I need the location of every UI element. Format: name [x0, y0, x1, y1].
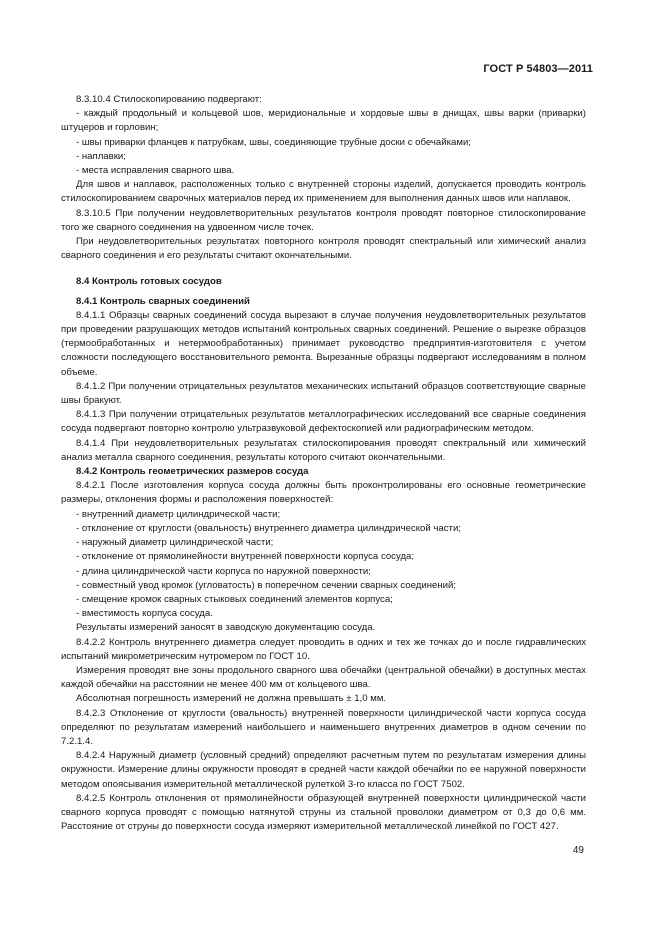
list-item: - наплавки;	[76, 150, 126, 162]
paragraph: 8.4.1.4 При неудовлетворительных результатах стилоскопирования проводят спектральный или химический анализ металла сварного соединения, результаты которого считают окончательными.	[61, 437, 586, 463]
list-item: - швы приварки фланцев к патрубкам, швы, соединяющие трубные доски с обечайками;	[76, 136, 471, 148]
list-item: - каждый продольный и кольцевой шов, меридиональные и хордовые швы в днищах, швы варки (приварки) штуцеров и горловин;	[61, 108, 586, 134]
list-item: - отклонение от круглости (овальность) внутреннего диаметра цилиндрической части;	[76, 522, 461, 534]
list-item: - наружный диаметр цилиндрической части;	[76, 537, 274, 549]
list-item: - отклонение от прямолинейности внутренней поверхности корпуса сосуда;	[76, 551, 415, 563]
paragraph: Результаты измерений заносят в заводскую документацию сосуда.	[76, 622, 376, 634]
paragraph: 8.4.2.3 Отклонение от круглости (овальность) внутренней поверхности цилиндрической части корпуса сосуда определяют по результатам измерений наибольшего и наименьшего внутренних диаметров в одном сечении по 7.2.1.4.	[61, 707, 586, 747]
paragraph: При неудовлетворительных результатах повторного контроля проводят спектральный или химический анализ сварного соединения и его результаты считают окончательными.	[61, 236, 586, 262]
paragraph: 8.4.2.2 Контроль внутреннего диаметра следует проводить в одних и тех же точках до и после гидравлических испытаний микрометрическим нутромером по ГОСТ 10.	[61, 636, 586, 662]
paragraph: 8.3.10.5 При получении неудовлетворительных результатов контроля проводят повторное стилоскопирование того же сварного соединения на удвоенном числе точек.	[61, 207, 586, 233]
list-item: - длина цилиндрической части корпуса по наружной поверхности;	[76, 565, 371, 577]
list-item: - совместный увод кромок (угловатость) в поперечном сечении сварных соединений;	[76, 579, 457, 591]
paragraph: 8.4.1.1 Образцы сварных соединений сосуда вырезают в случае получения неудовлетворительных результатов при проведении разрушающих методов испытаний контрольных сварных соединений. Решение о вырезке образцов (термообработанных и нетермообработанных) принимает руководство предприятия-изготовителя с учетом сложности последующего восстановительного ремонта. Вырезанные образцы подвергают исследованиям в полном объеме.	[61, 309, 586, 378]
list-item: - смещение кромок сварных стыковых соединений элементов корпуса;	[76, 593, 393, 605]
document-code: ГОСТ Р 54803—2011	[483, 63, 593, 75]
paragraph: 8.3.10.4 Стилоскопированию подвергают:	[76, 94, 262, 105]
paragraph: Измерения проводят вне зоны продольного сварного шва обечайки (центральной обечайки) в доступных местах каждой обечайки на расстоянии не менее 400 мм от кольцевого шва.	[61, 664, 586, 691]
paragraph: Абсолютная погрешность измерений не должна превышать ± 1,0 мм.	[76, 693, 387, 705]
paragraph: 8.4.2.5 Контроль отклонения от прямолинейности образующей внутренней поверхности цилиндрической части сварного корпуса проводят с помощью натянутой струны из стальной проволоки диаметром от 0,3 до 0,6 мм. Расстояние от струны до поверхности сосуда измеряют измерительной металлической линейкой по ГОСТ 427.	[61, 792, 586, 833]
section-heading: 8.4 Контроль готовых сосудов	[76, 276, 222, 288]
list-item: - места исправления сварного шва.	[76, 165, 235, 177]
list-item: - внутренний диаметр цилиндрической части;	[76, 508, 281, 520]
paragraph: 8.4.1.3 При получении отрицательных результатов металлографических исследований все сварные соединения сосуда подвергают повторно контролю ультразвуковой дефектоскопией или радиографическим методом.	[61, 409, 586, 435]
section-heading: 8.4.2 Контроль геометрических размеров сосуда	[76, 466, 309, 478]
page-number: 49	[572, 845, 584, 856]
paragraph: 8.4.2.1 После изготовления корпуса сосуда должны быть проконтролированы его основные геометрические размеры, отклонения формы и расположения поверхностей:	[61, 480, 586, 506]
paragraph: 8.4.1.2 При получении отрицательных результатов механических испытаний образцов соответствующие сварные швы бракуют.	[61, 380, 586, 407]
list-item: - вместимость корпуса сосуда.	[76, 608, 213, 620]
paragraph: 8.4.2.4 Наружный диаметр (условный средний) определяют расчетным путем по результатам измерения длины окружности. Измерение длины окружности проводят в средней части каждой обечайки по ее наружной поверхности методом опоясывания измерительной металлической рулеткой 3-го класса по ГОСТ 7502.	[61, 750, 586, 790]
paragraph: Для швов и наплавок, расположенных только с внутренней стороны изделий, допускается проводить контроль стилоскопированием сварочных материалов перед их применением для выполнения данных швов или наплавок.	[61, 179, 586, 205]
document-body	[61, 93, 586, 834]
section-heading: 8.4.1 Контроль сварных соединений	[76, 295, 250, 307]
